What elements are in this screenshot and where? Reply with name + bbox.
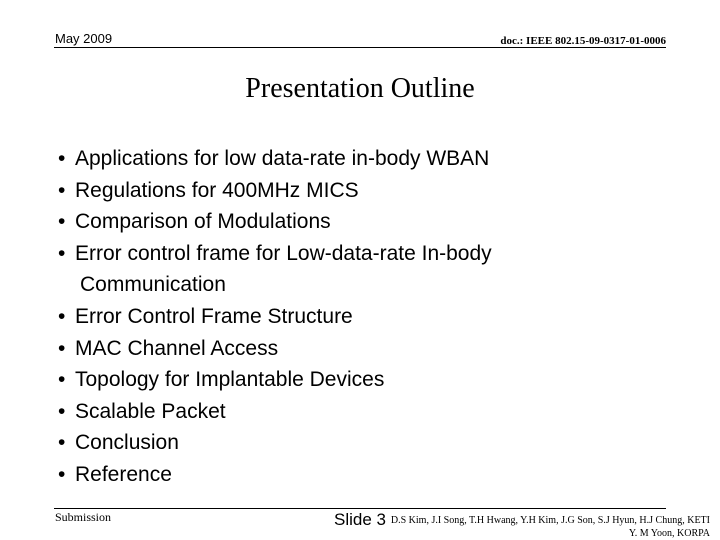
outline-item-text: Scalable Packet [75,399,226,423]
outline-item-text: Applications for low data-rate in-body WBAN [75,147,490,170]
outline-item-text: Regulations for 400MHz MICS [75,178,359,202]
bullet: • [58,178,66,202]
bullet: • [58,210,66,234]
slide-number: Slide 3 [334,510,386,529]
outline-item [58,396,492,428]
header-date: May 2009 [55,31,113,46]
outline-list [58,143,492,491]
footer-authors-line-2: Y. M Yoon, KORPA [628,528,710,539]
outline-item [58,301,492,333]
slide-title: Presentation Outline [245,73,475,104]
outline-item-text: Error Control Frame Structure [75,304,353,328]
bullet: • [58,431,66,455]
outline-item [58,143,492,175]
outline-item [58,206,492,238]
outline-item [58,364,492,396]
outline-item-text: MAC Channel Access [75,336,279,360]
outline-item-text: Comparison of Modulations [75,210,331,234]
bullet: • [58,336,66,360]
outline-item-text: Reference [75,462,172,486]
footer-rule [54,508,666,509]
header-doc-id: doc.: IEEE 802.15-09-0317-01-0006 [500,35,666,47]
outline-item-text: Topology for Implantable Devices [75,368,385,392]
outline-item-text: Communication [80,273,226,297]
bullet: • [58,304,66,328]
footer-authors-line-1: D.S Kim, J.I Song, T.H Hwang, Y.H Kim, J.G Son, S.J Hyun, H.J Chung, KETI [390,515,710,526]
footer-submission: Submission [55,510,112,524]
bullet: • [58,241,66,265]
footer-authors [391,514,710,540]
outline-item-text: Conclusion [75,431,179,455]
outline-item-text: Error control frame for Low-data-rate In-body [75,241,492,265]
outline-item [58,459,492,491]
bullet: • [58,462,66,486]
outline-item [58,238,492,270]
outline-item [58,333,492,365]
header-rule [54,47,666,48]
outline-item [58,427,492,459]
outline-item [58,175,492,207]
bullet: • [58,147,66,170]
outline-item-continuation [58,269,492,301]
bullet: • [58,399,66,423]
bullet: • [58,368,66,392]
